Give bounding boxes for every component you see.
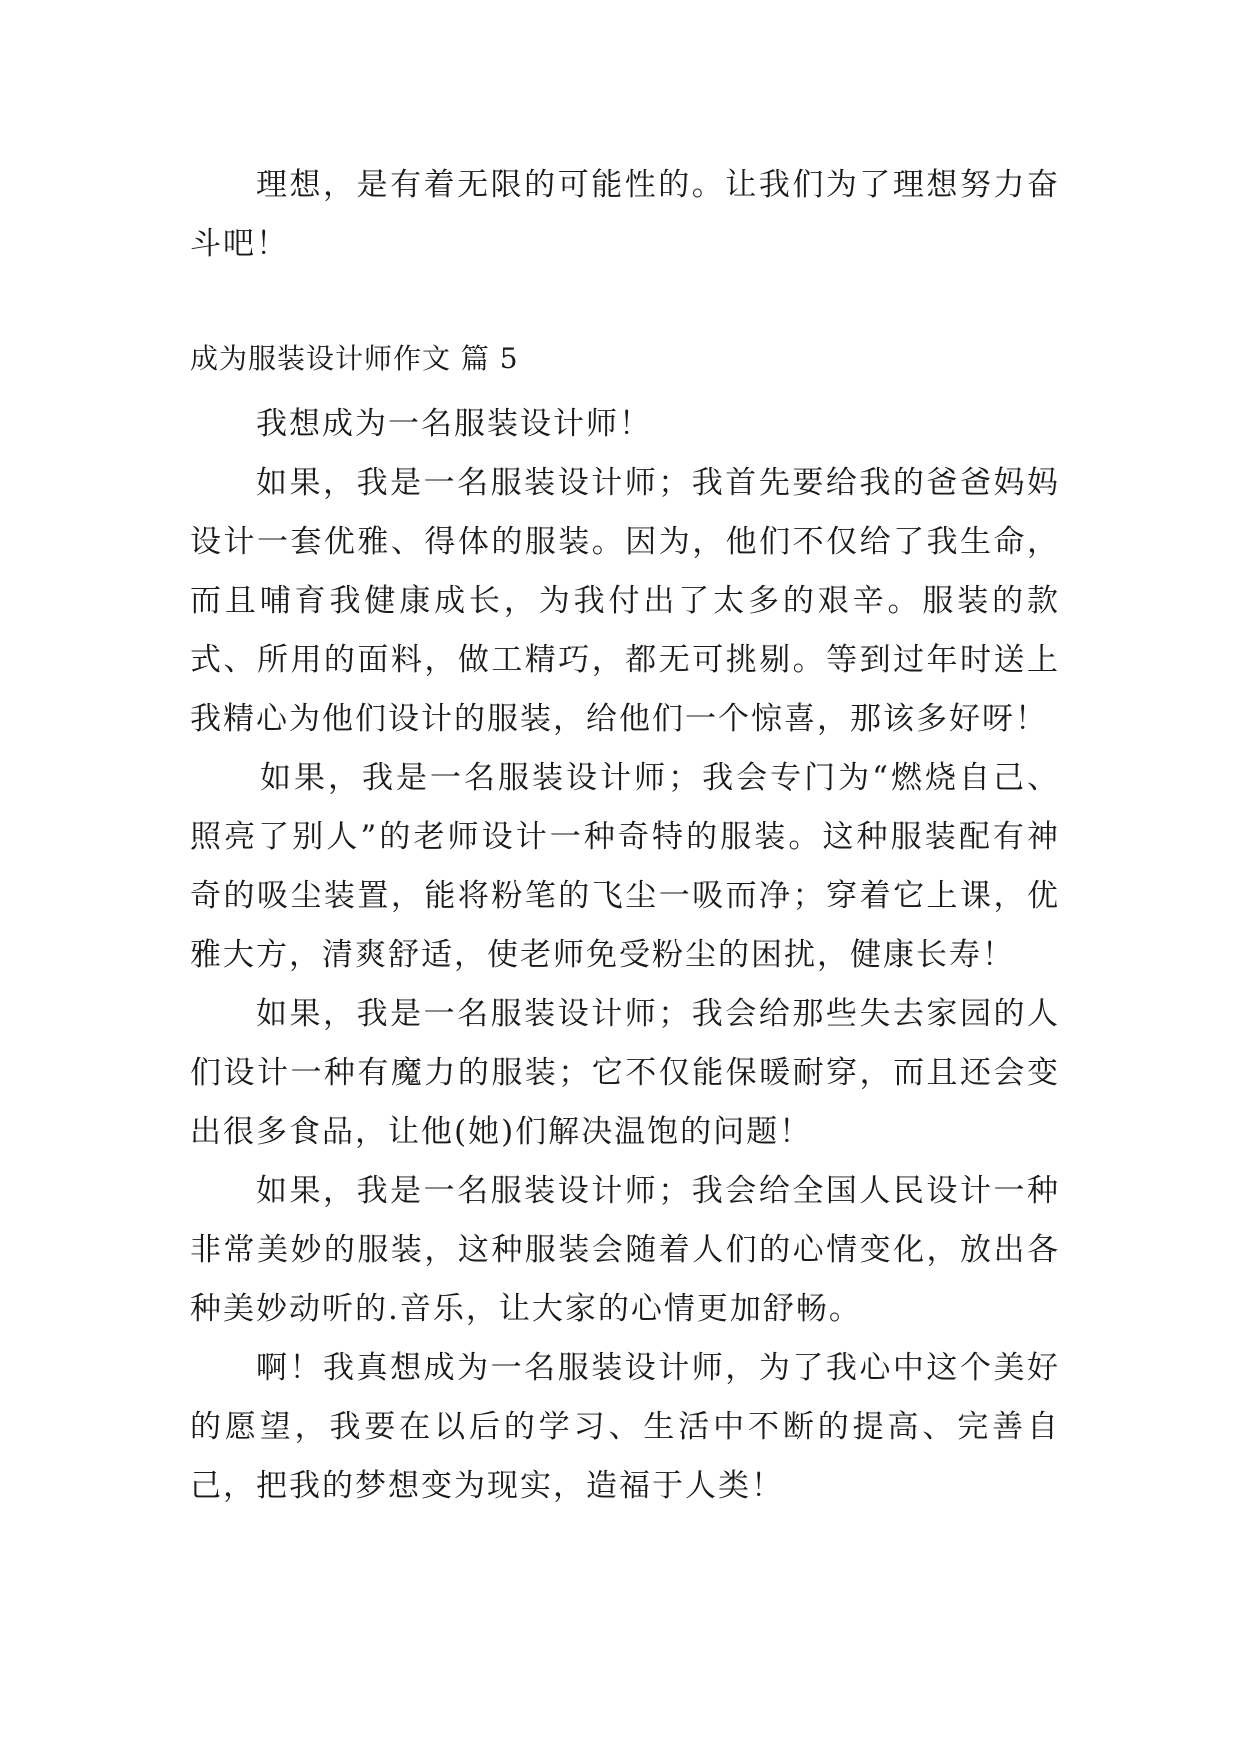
section-title: 成为服装设计师作文 篇 5 bbox=[190, 342, 519, 375]
essay-paragraph: 如果，我是一名服装设计师；我会专门为“燃烧自己、照亮了别人”的老师设计一种奇特的服装。这种服装配有神奇的吸尘装置，能将粉笔的飞尘一吸而净；穿着它上课，优雅大方，清爽舒适，使老师免受粉尘的困扰，健康长寿！ bbox=[190, 760, 1060, 973]
essay-paragraph: 如果，我是一名服装设计师；我会给全国人民设计一种非常美妙的服装，这种服装会随着人们的心情变化，放出各种美妙动听的.音乐，让大家的心情更加舒畅。 bbox=[190, 1173, 1060, 1327]
intro-paragraph: 理想，是有着无限的可能性的。让我们为了理想努力奋斗吧！ bbox=[190, 167, 1060, 262]
essay-paragraph: 如果，我是一名服装设计师；我首先要给我的爸爸妈妈设计一套优雅、得体的服装。因为，他们不仅给了我生命，而且哺育我健康成长，为我付出了太多的艰辛。服装的款式、所用的面料，做工精巧，都无可挑剔。等到过年时送上我精心为他们设计的服装，给他们一个惊喜，那该多好呀！ bbox=[190, 465, 1060, 737]
essay-body bbox=[190, 395, 1060, 1516]
essay-paragraph: 如果，我是一名服装设计师；我会给那些失去家园的人们设计一种有魔力的服装；它不仅能保暖耐穿，而且还会变出很多食品，让他(她)们解决温饱的问题！ bbox=[190, 996, 1060, 1150]
essay-paragraph: 啊！我真想成为一名服装设计师，为了我心中这个美好的愿望，我要在以后的学习、生活中不断的提高、完善自己，把我的梦想变为现实，造福于人类！ bbox=[190, 1350, 1060, 1504]
intro-section bbox=[190, 156, 1060, 274]
essay-paragraph: 我想成为一名服装设计师！ bbox=[256, 406, 652, 442]
